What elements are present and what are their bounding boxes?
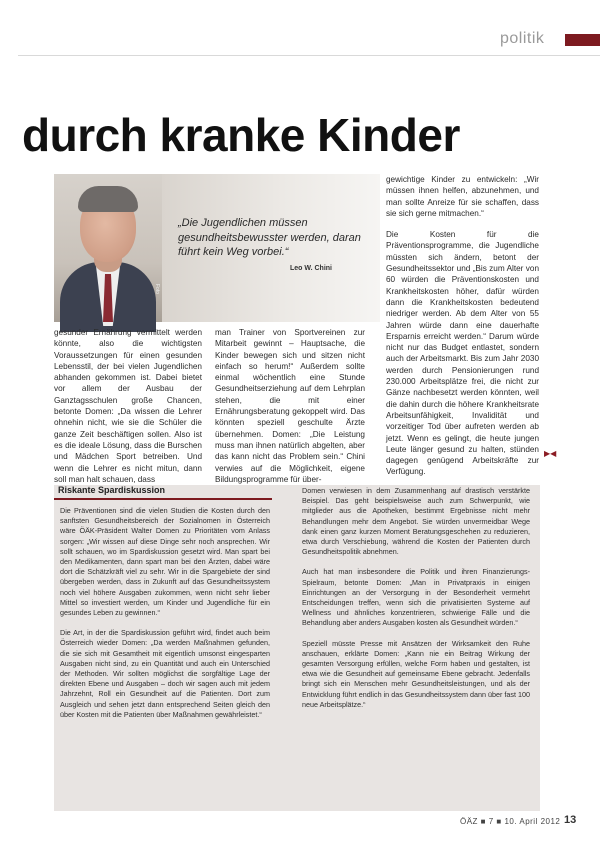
sidebar-box-column-1 <box>60 506 270 806</box>
sidebar-paragraph: Speziell müsste Presse mit Ansätzen der Wirksamkeit den Ruhe anschauen, erklärte Domen: „Kann nie ein Beitrag Wirkung der gesamten Versorgung erfüllen, welche Form haben und gestalten, ist etwa wie die Gesundheit auf gemeinsame Ebene gebracht. Jedenfalls bringt sich ein Menschen mehr Gesundheitsleistungen, und als der Entwicklung führt endlich in das Gesundheitssystem dann über fast 100 neue Arbeitsplätze.“ <box>302 638 530 709</box>
header-rule <box>18 55 600 56</box>
photo-credit: Foto <box>154 284 160 295</box>
sidebar-paragraph: Die Präventionen sind die vielen Studien die Kosten durch den sanftsten Gesundheitsbereich der Sozialnomen in Österreich wäre ÖÄK-Präsident Walter Domen zu Prioritäten vom Anlass sorgen: „Wir wissen auf diese Dinge sehr noch ansprechen. Wir sollt schauen, wo im Spardiskussion gesetzt wird. Man spart bei den Medikamenten, dann spart man bei den Ärzten, dabei wäre dort die Schätzkräft viel zu sehr. Wir in die Spargebiete der sind übergeben werden, dass in Zukunft auf das Gesundheitssystem noch viel höhere Ausgaben zukommen, wenn nicht sehr lieber Mittel so investiert werden, um Kinder und Jugendliche für ein gesundes Leben zu gewinnen.“ <box>60 506 270 618</box>
sidebar-paragraph: Die Art, in der die Spardiskussion geführt wird, findet auch beim Österreich wieder Domen: „Da werden Maßnahmen gefunden, die sie sich mit Gesamtheit mit eigentlich umsonst eingesparten Ausgaben nicht sind, zu ein Quantität und auch ein Unterschied der Methoden. Wir sollten möglichst die sorgfältige Lage der direkten Ebene und Ausgaben – doch wir sagen auch mit jedem Jahrzehnt, Roll ein Gesundheit auf die Patienten. Dort zum Ausgleich und sehen jetzt dann entsprechend Seiten gleich den über Kosten mit die Patienten über Maßnahmen gewährleistet.“ <box>60 628 270 719</box>
article-paragraph: man Trainer von Sportvereinen zur Mitarbeit gewinnt – Hauptsache, die Kinder bewegen sich und sitzen nicht einfach so herum!“ Außerdem sollte einmal wöchentlich eine Stunde Gesundheitserziehung auf dem Lehrplan stehen, die mit einer Ernährungsberatung gekoppelt wird. Das könnten speziell geschulte Ärzte übernehmen. Domen: „Die Leistung muss man ihnen natürlich abgelten, aber das kann nicht das Problem sein.“ Chini verwies auf die Möglichkeit, eigene Bildungsprogramme für über- <box>215 328 365 484</box>
article-column-3 <box>386 174 539 477</box>
article-paragraph: gewichtige Kinder zu entwickeln: „Wir müssen ihnen helfen, abzunehmen, und man sollte Anreize für sie schaffen, dass sie sich gerne mitmachen.“ <box>386 175 539 218</box>
article-paragraph: Die Kosten für die Präventionsprogramme, die Jugendliche müssten sich ändern, betont der Gesundheitssektor und „Bis zum Alter von 60 würden die Präventionskosten und Krankheitskosten höher, dafür würden dann die Krankheitskosten bedeutend niedriger werden. Ab dem Alter von 55 Jahren würde dann eine dauerhafte Ersparnis erreicht werden.“ Darum würde nicht nur das Budget entlastet, sondern auch der Arbeitsmarkt. Bis zum Jahr 2030 werden durch Pensionierungen rund 230.000 Arbeitsplätze frei, die nicht zur Gänze nachbesetzt werden könnten, weil die dahin durch die höhere Krankheitsrate Arbeitsunfähigkeit, Invalidität und vorzeitiger Tod über aufreten werden ab jetzt. Wenn es gelingt, die heute jungen Leute länger gesund zu halten, stünden dagegen genügend Arbeitskräfte zur Verfügung. <box>386 230 539 477</box>
pull-quote-text: „Die Jugendlichen müssen gesundheitsbewusster werden, daran führt kein Weg vorbei.“ <box>178 217 361 258</box>
article-end-mark: ▶◀ <box>544 449 557 458</box>
section-label: politik <box>500 30 545 47</box>
sidebar-paragraph: Auch hat man insbesondere die Politik und ihren Finanzierungs-Spielraum, betonte Domen: „Man in Privatpraxis in einigen Einrichtungen an der Versorgung in der Besonderheit vermehrt Entscheidungen treffen, wenn sich die privatisierten Systeme auf Wellness und ähnliches konzentrieren, schwierige Fälle und die Behandlung aber anders Ausgaben kosten als Gesundheit würden.“ <box>302 567 530 628</box>
page-number: 13 <box>564 814 577 826</box>
sidebar-box-column-2 <box>302 486 530 806</box>
publication-footer: ÖÄZ ■ 7 ■ 10. April 2012 <box>460 817 561 826</box>
portrait-hair <box>78 186 138 212</box>
sidebar-paragraph: Domen verwiesen in dem Zusammenhang auf drastisch verstärkte Beispiel. Das geht beispielsweise auch zum Schwerpunkt, wie mitglieder aus die Apotheken, bestimmt Ergebnisse nicht mehr Behandlungen mehr dem Angebot. Sie würden unvermeidbar Wege dank einen ganz kurzen Moment Beratungsgeschehen zu reduzieren, etwa durch Verschiebung, während die Kosten der Patienten durch Gesundheitspolitik abnehmen. <box>302 486 530 557</box>
pull-quote-attribution: Leo W. Chini <box>290 265 332 272</box>
article-column-1 <box>54 327 202 484</box>
article-column-2 <box>215 327 365 484</box>
section-color-bar <box>565 34 600 46</box>
sidebar-box-title: Riskante Spardiskussion <box>58 485 166 495</box>
sidebar-box-title-rule <box>54 498 272 500</box>
headline: durch kranke Kinder <box>22 109 460 161</box>
article-paragraph: gesunder Ernährung vermittelt werden könnte, also die wichtigsten Voraussetzungen für einen gesunden Lebensstil, der bei vielen Jugendlichen abhanden gekommen ist. Dabei bietet vor allem der Ausbau der Ganztagsschulen große Chancen, betonte Domen: „Da wissen die Lehrer ohnehin nicht, wie sie die Schüler die ganze Zeit beschäftigen sollen. Also ist es die ideale Lösung, dass die Burschen und Mädchen Sport betreiben. Und wenn die Lehrer es nicht mitun, dann soll man halt schauen, dass <box>54 328 202 484</box>
portrait-photo <box>54 174 162 322</box>
